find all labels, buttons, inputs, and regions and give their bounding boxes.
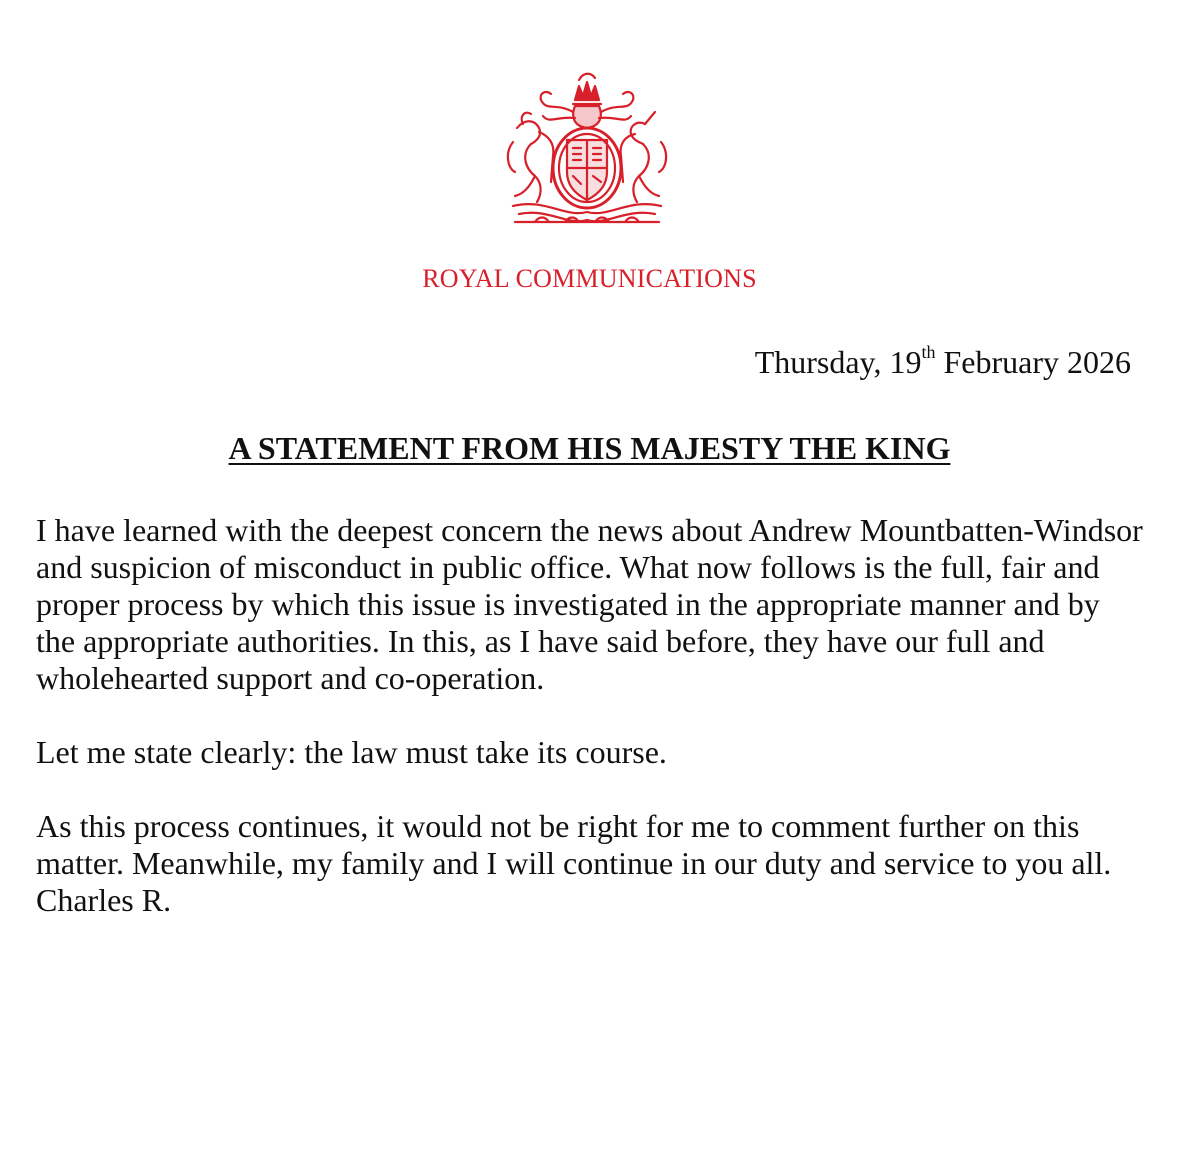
signature: Charles R.: [36, 882, 172, 918]
paragraph-2: Let me state clearly: the law must take its course.: [36, 734, 667, 770]
statement-body: [36, 512, 1146, 919]
department-name: ROYAL COMMUNICATIONS: [422, 264, 757, 293]
statement-date: [755, 344, 1131, 381]
date-month-year: February 2026: [935, 344, 1131, 380]
date-weekday-day: Thursday, 19: [754, 344, 922, 380]
royal-coat-of-arms-icon: [495, 72, 680, 232]
statement-title: A STATEMENT FROM HIS MAJESTY THE KING: [228, 430, 951, 466]
paragraph-3: As this process continues, it would not be right for me to comment further on this matter. Meanwhile, my family and I will continue in our duty and service to you all.: [36, 808, 1112, 881]
date-ordinal-suffix: th: [921, 342, 936, 362]
paragraph-1: I have learned with the deepest concern the news about Andrew Mountbatten-Windsor and suspicion of misconduct in public office. What now follows is the full, fair and proper process by which this issue is investigated in the appropriate manner and by the appropriate authorities. In this, as I have said before, they have our full and wholehearted support and co-operation.: [36, 512, 1143, 696]
